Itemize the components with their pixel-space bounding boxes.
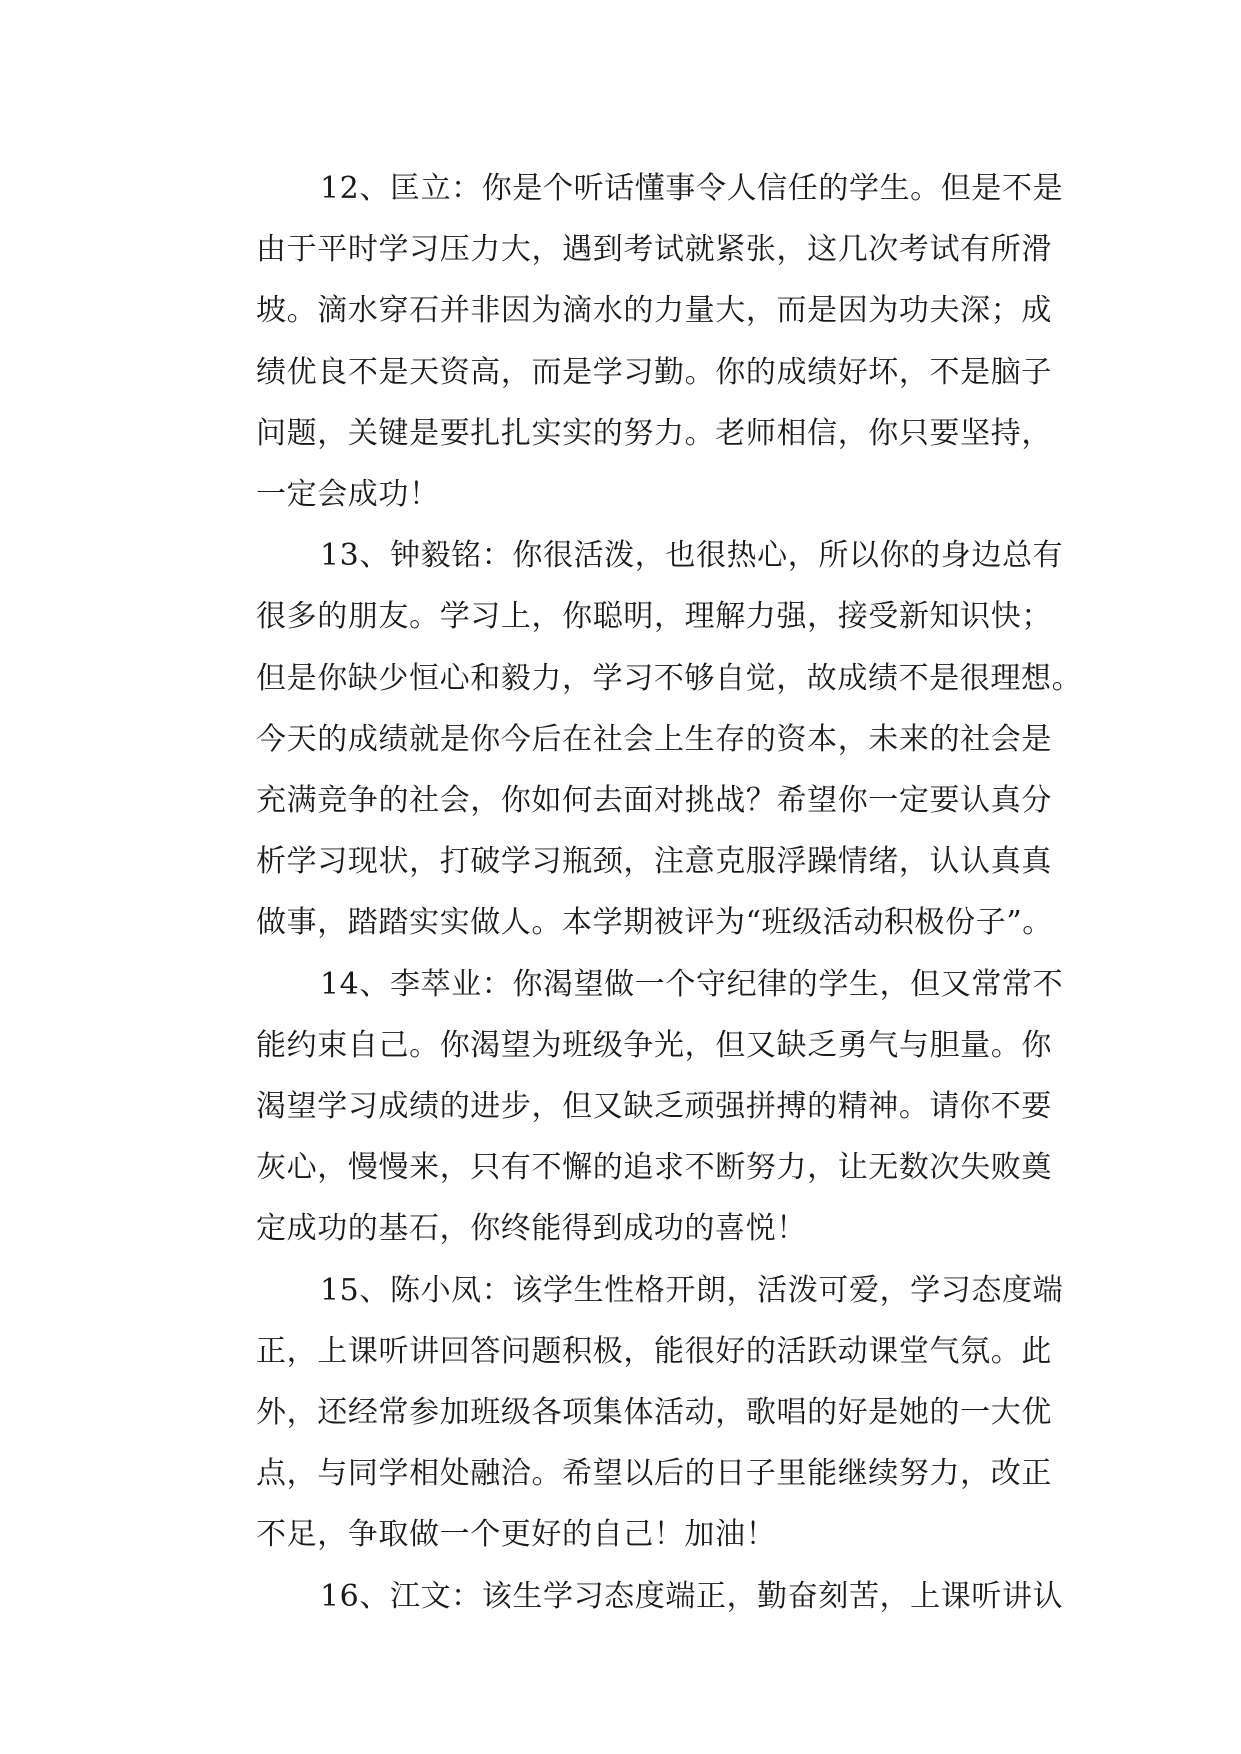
paragraph-comment-15 xyxy=(192,1260,1064,1566)
text-line: 正，上课听讲回答问题积极，能很好的活跃动课堂气氛。此 xyxy=(256,1333,1052,1369)
text-line: 今天的成绩就是你今后在社会上生存的资本，未来的社会是 xyxy=(256,721,1052,757)
text-line: 问题，关键是要扎扎实实的努力。老师相信，你只要坚持， xyxy=(256,415,1052,451)
text-line: 外，还经常参加班级各项集体活动，歌唱的好是她的一大优 xyxy=(256,1395,1052,1431)
text-line: 13、钟毅铭：你很活泼，也很热心，所以你的身边总有 xyxy=(320,538,1064,574)
text-line: 坡。滴水穿石并非因为滴水的力量大，而是因为功夫深；成 xyxy=(256,293,1052,329)
text-line: 15、陈小凤：该学生性格开朗，活泼可爱，学习态度端 xyxy=(320,1272,1064,1308)
text-line: 14、李萃业：你渴望做一个守纪律的学生，但又常常不 xyxy=(320,966,1064,1002)
text-line: 析学习现状，打破学习瓶颈，注意克服浮躁情绪，认认真真 xyxy=(256,844,1052,880)
text-line: 能约束自己。你渴望为班级争光，但又缺乏勇气与胆量。你 xyxy=(256,1027,1052,1063)
text-line: 做事，踏踏实实做人。本学期被评为“班级活动积极份子”。 xyxy=(256,905,1053,941)
text-line: 16、江文：该生学习态度端正，勤奋刻苦，上课听讲认 xyxy=(320,1578,1064,1614)
text-line: 由于平时学习压力大，遇到考试就紧张，这几次考试有所滑 xyxy=(256,232,1052,268)
text-line: 绩优良不是天资高，而是学习勤。你的成绩好坏，不是脑子 xyxy=(256,354,1052,390)
text-line: 渴望学习成绩的进步，但又缺乏顽强拼搏的精神。请你不要 xyxy=(256,1089,1052,1125)
text-line: 定成功的基石，你终能得到成功的喜悦！ xyxy=(256,1211,807,1247)
document-body xyxy=(192,158,1083,1627)
paragraph-comment-16 xyxy=(192,1566,1064,1627)
paragraph-comment-14 xyxy=(192,954,1064,1260)
text-line: 灰心，慢慢来，只有不懈的追求不断努力，让无数次失败奠 xyxy=(256,1150,1052,1186)
text-line: 12、匡立：你是个听话懂事令人信任的学生。但是不是 xyxy=(320,171,1064,206)
text-line: 但是你缺少恒心和毅力，学习不够自觉，故成绩不是很理想。 xyxy=(256,660,1083,696)
text-line: 充满竞争的社会，你如何去面对挑战？希望你一定要认真分 xyxy=(256,783,1052,819)
paragraph-comment-13 xyxy=(192,525,1083,953)
text-line: 很多的朋友。学习上，你聪明，理解力强，接受新知识快； xyxy=(256,599,1052,635)
text-line: 一定会成功！ xyxy=(256,477,440,513)
paragraph-comment-12 xyxy=(192,158,1064,525)
text-line: 不足，争取做一个更好的自己！加油！ xyxy=(256,1517,777,1553)
text-line: 点，与同学相处融洽。希望以后的日子里能继续努力，改正 xyxy=(256,1456,1052,1492)
